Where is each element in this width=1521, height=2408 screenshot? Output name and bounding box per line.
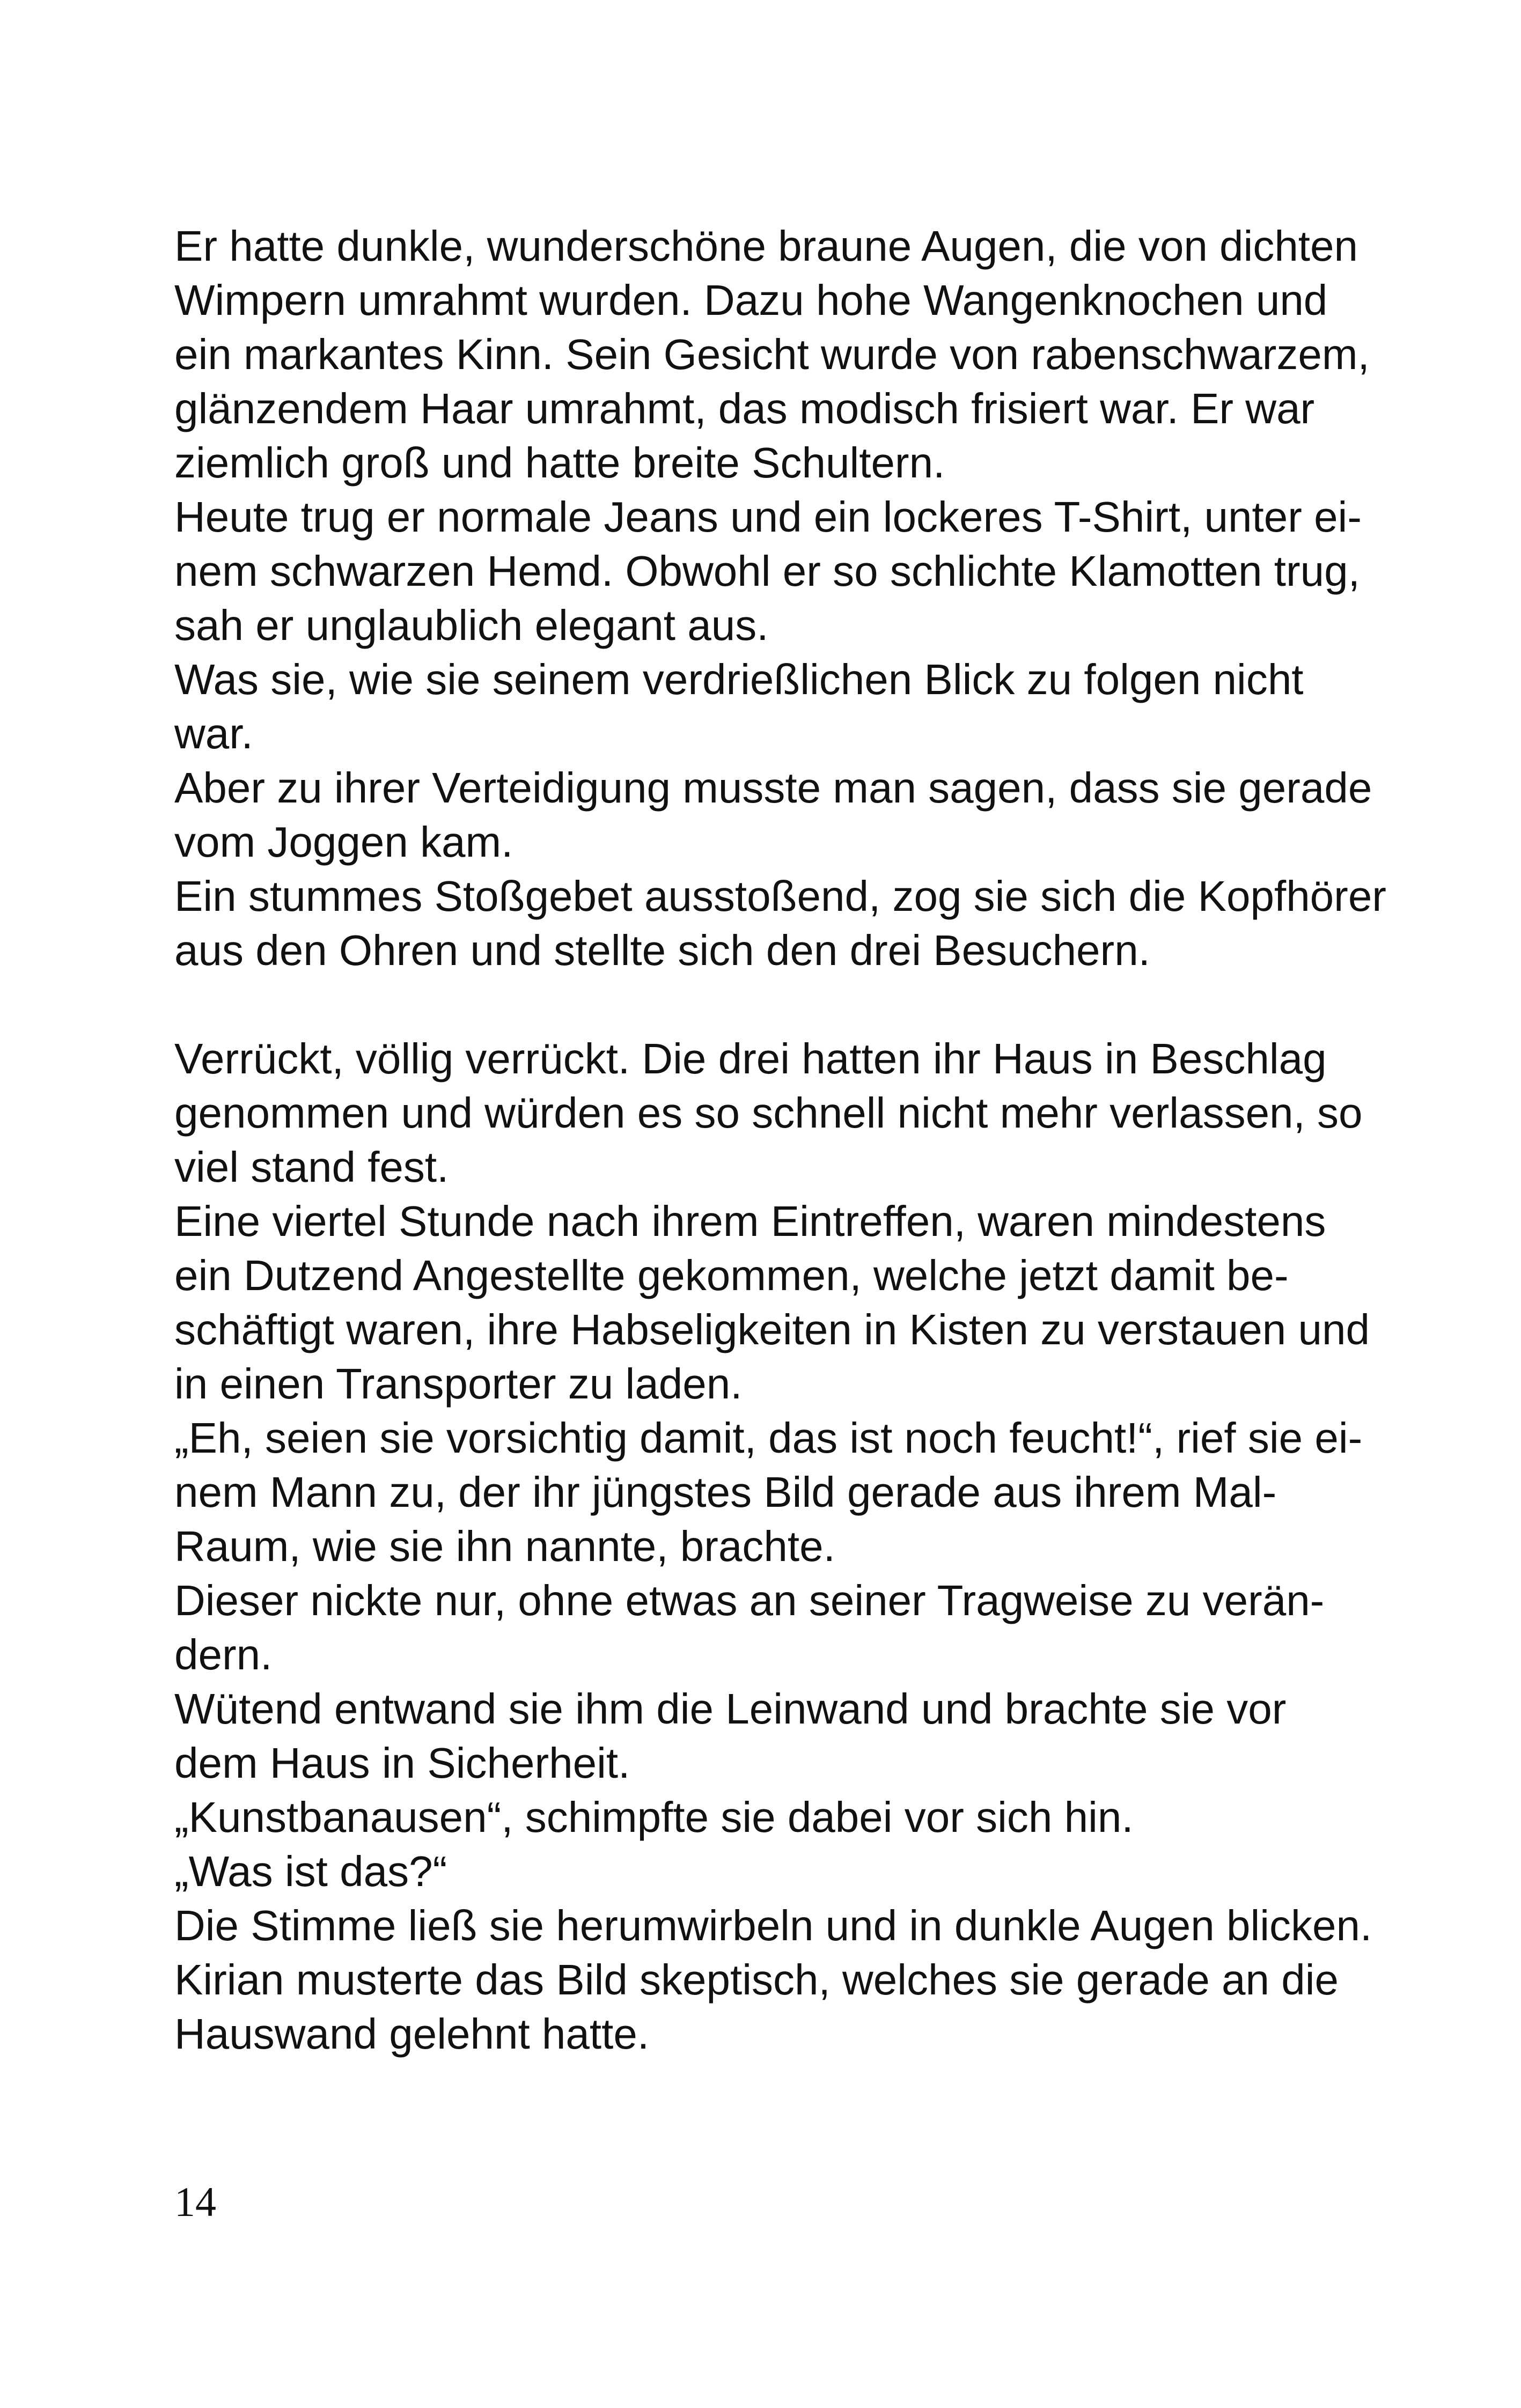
text-line: Dieser nickte nur, ohne etwas an seiner Tragweise zu verän- <box>174 1577 1325 1624</box>
text-line: Wimpern umrahmt wurden. Dazu hohe Wangenknochen und <box>174 276 1328 324</box>
text-line: Die Stimme ließ sie herumwirbeln und in dunkle Augen blicken. <box>174 1902 1372 1949</box>
text-line: dern. <box>174 1631 273 1678</box>
text-line: Heute trug er normale Jeans und ein lockeres T-Shirt, unter ei- <box>174 493 1362 541</box>
text-line: aus den Ohren und stellte sich den drei Besuchern. <box>174 926 1150 974</box>
text-line: ein markantes Kinn. Sein Gesicht wurde von rabenschwarzem, <box>174 330 1370 378</box>
text-line: Eine viertel Stunde nach ihrem Eintreffen, waren mindestens <box>174 1197 1326 1245</box>
text-line: Ein stummes Stoßgebet ausstoßend, zog sie sich die Kopfhörer <box>174 872 1386 920</box>
text-line: „Kunstbanausen“, schimpfte sie dabei vor sich hin. <box>174 1793 1134 1841</box>
text-line: genommen und würden es so schnell nicht mehr verlassen, so <box>174 1089 1363 1137</box>
text-line: ziemlich groß und hatte breite Schultern. <box>174 439 945 487</box>
text-line: dem Haus in Sicherheit. <box>174 1739 630 1787</box>
text-line: Hauswand gelehnt hatte. <box>174 2010 650 2058</box>
text-line: Was sie, wie sie seinem verdrießlichen Blick zu folgen nicht <box>174 656 1304 703</box>
text-line: sah er unglaublich elegant aus. <box>174 601 769 649</box>
text-line: „Eh, seien sie vorsichtig damit, das ist noch feucht!“, rief sie ei- <box>174 1414 1363 1462</box>
text-line: glänzendem Haar umrahmt, das modisch frisiert war. Er war <box>174 385 1315 432</box>
page-number: 14 <box>174 2178 216 2225</box>
text-line: „Was ist das?“ <box>174 1847 447 1895</box>
text-line: nem schwarzen Hemd. Obwohl er so schlichte Klamotten trug, <box>174 547 1360 595</box>
text-line: nem Mann zu, der ihr jüngstes Bild gerade aus ihrem Mal- <box>174 1468 1277 1516</box>
text-line: in einen Transporter zu laden. <box>174 1360 743 1408</box>
text-line: vom Joggen kam. <box>174 818 513 866</box>
text-line: Er hatte dunkle, wunderschöne braune Augen, die von dichten <box>174 222 1358 270</box>
text-line: Kirian musterte das Bild skeptisch, welches sie gerade an die <box>174 1956 1339 2004</box>
text-line: war. <box>174 710 253 757</box>
text-line: Wütend entwand sie ihm die Leinwand und brachte sie vor <box>174 1685 1287 1733</box>
text-line: schäftigt waren, ihre Habseligkeiten in Kisten zu verstauen und <box>174 1306 1370 1353</box>
text-line: Aber zu ihrer Verteidigung musste man sagen, dass sie gerade <box>174 764 1372 812</box>
paragraph-gap <box>174 977 1387 1032</box>
text-line: Verrückt, völlig verrückt. Die drei hatten ihr Haus in Beschlag <box>174 1035 1327 1083</box>
text-line: ein Dutzend Angestellte gekommen, welche jetzt damit be- <box>174 1251 1289 1299</box>
text-line: Raum, wie sie ihn nannte, brachte. <box>174 1522 835 1570</box>
text-line: viel stand fest. <box>174 1143 449 1191</box>
body-text <box>174 219 1387 2061</box>
